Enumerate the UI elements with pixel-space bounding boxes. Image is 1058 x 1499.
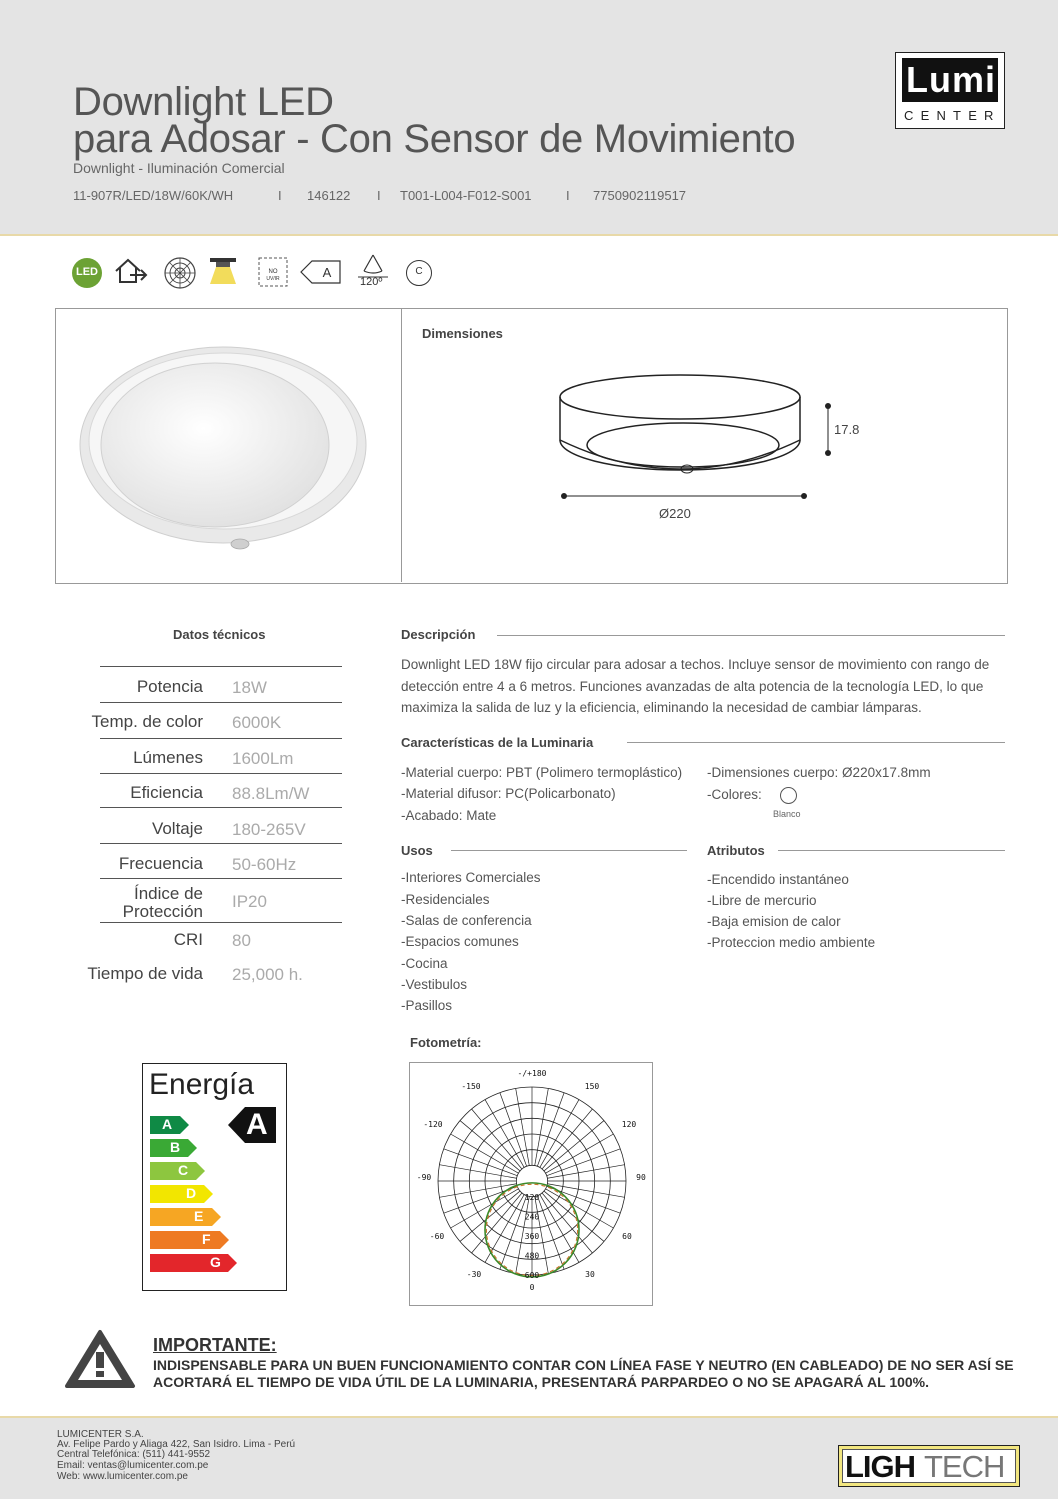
color-swatch-white bbox=[780, 787, 797, 804]
beam-angle-label: 120º bbox=[360, 276, 383, 288]
polar-grid-spoke bbox=[460, 1121, 520, 1171]
led-icon: LED bbox=[72, 258, 102, 288]
lightech-logo bbox=[838, 1445, 1020, 1487]
polar-grid-spoke bbox=[460, 1191, 520, 1241]
energy-class-label: F bbox=[202, 1231, 211, 1247]
usos-item: -Cocina bbox=[401, 956, 448, 971]
svg-text:A: A bbox=[322, 265, 332, 280]
ceiling-mount-icon bbox=[208, 256, 238, 286]
spec-row-divider bbox=[100, 702, 342, 703]
footer-web: Web: www.lumicenter.com.pe bbox=[57, 1471, 188, 1482]
polar-angle-label: 150 bbox=[584, 1082, 600, 1091]
energy-title: Energía bbox=[149, 1068, 255, 1101]
energy-class-label: G bbox=[210, 1254, 221, 1270]
description-heading: Descripción bbox=[401, 627, 476, 642]
spec-row-divider bbox=[100, 878, 342, 879]
spec-label: Potencia bbox=[136, 677, 203, 696]
spec-label: CRI bbox=[173, 930, 203, 949]
lightech-logo-part2: TECH bbox=[924, 1449, 1005, 1484]
separator: I bbox=[377, 188, 381, 203]
spec-value: 6000K bbox=[232, 713, 282, 732]
heading-rule bbox=[451, 850, 687, 851]
spec-label: Temp. de color bbox=[91, 712, 203, 731]
spec-value: 25,000 h. bbox=[232, 965, 303, 984]
polar-angle-label: 90 bbox=[636, 1173, 646, 1182]
polar-angle-label: 0 bbox=[529, 1283, 535, 1292]
feature-item: -Material difusor: PC(Policarbonato) bbox=[401, 786, 616, 801]
usos-item: -Pasillos bbox=[401, 998, 453, 1013]
indoor-house-icon bbox=[112, 255, 148, 287]
warning-icon bbox=[64, 1328, 136, 1390]
color-swatch-label: Blanco bbox=[773, 809, 801, 819]
usos-item: -Vestibulos bbox=[401, 977, 468, 992]
product-code: 11-907R/LED/18W/60K/WH bbox=[73, 188, 234, 203]
no-uv-ir-icon bbox=[258, 257, 288, 287]
logo-top-text: Lumi bbox=[906, 59, 996, 100]
energy-rating: A bbox=[246, 1108, 268, 1141]
warning-text-line1: INDISPENSABLE PARA UN BUEN FUNCIONAMIENTO CONTAR CON LÍNEA FASE Y NEUTRO (EN CABLEADO) DE NO SER ASÍ SE bbox=[153, 1357, 1014, 1373]
spec-row-divider bbox=[100, 773, 342, 774]
polar-radial-label: 600 bbox=[524, 1271, 540, 1280]
features-heading: Características de la Luminaria bbox=[401, 735, 594, 750]
heading-rule bbox=[778, 850, 1005, 851]
energy-class-bar bbox=[150, 1184, 214, 1204]
energy-class-bar bbox=[150, 1253, 238, 1273]
atributos-item: -Encendido instantáneo bbox=[707, 872, 849, 887]
energy-class-label: D bbox=[186, 1185, 197, 1201]
polar-angle-label: -120 bbox=[423, 1120, 443, 1129]
polar-grid-spoke bbox=[542, 1193, 592, 1253]
atributos-item: -Baja emision de calor bbox=[707, 914, 841, 929]
photometric-polar-diagram bbox=[409, 1062, 651, 1304]
polar-grid-spoke bbox=[544, 1191, 604, 1241]
spec-row-divider bbox=[100, 738, 342, 739]
polar-angle-label: -/+180 bbox=[517, 1069, 547, 1078]
polar-grid-ring bbox=[516, 1165, 547, 1196]
dimensions-heading: Dimensiones bbox=[422, 326, 503, 341]
separator: I bbox=[566, 188, 570, 203]
spec-value: 50-60Hz bbox=[232, 855, 297, 874]
product-subtitle: Downlight - Iluminación Comercial bbox=[73, 160, 285, 176]
panel-divider bbox=[401, 309, 402, 582]
heading-rule bbox=[627, 742, 1005, 743]
spec-row-divider bbox=[100, 807, 342, 808]
spec-row-divider bbox=[100, 843, 342, 844]
description-line: detección entre 4 a 6 metros. Funciones avanzadas de alta potencia de la tecnología LED, lo que bbox=[401, 679, 984, 694]
polar-radial-label: 480 bbox=[524, 1251, 540, 1261]
photometry-heading: Fotometría: bbox=[410, 1035, 482, 1050]
motion-sensor-icon bbox=[163, 256, 197, 290]
diameter-dimension: Ø220 bbox=[659, 506, 691, 521]
dimension-drawing bbox=[550, 370, 850, 505]
product-sku: 146122 bbox=[307, 188, 351, 203]
usos-item: -Interiores Comerciales bbox=[401, 870, 541, 885]
polar-angle-label: 120 bbox=[621, 1120, 637, 1129]
spec-row-divider bbox=[100, 922, 342, 923]
class-c-icon: C bbox=[406, 260, 432, 286]
product-title-line2: para Adosar - Con Sensor de Movimiento bbox=[73, 117, 796, 161]
usos-item: -Espacios comunes bbox=[401, 934, 519, 949]
polar-angle-label: 60 bbox=[622, 1232, 632, 1241]
spec-value: 80 bbox=[232, 931, 251, 950]
product-reference: T001-L004-F012-S001 bbox=[400, 188, 532, 203]
polar-angle-label: 30 bbox=[585, 1270, 595, 1279]
warning-title: IMPORTANTE: bbox=[153, 1335, 277, 1355]
energy-class-label: B bbox=[170, 1139, 181, 1155]
specs-heading: Datos técnicos bbox=[173, 627, 266, 642]
energy-class-label: C bbox=[178, 1162, 189, 1178]
spec-row-divider bbox=[100, 666, 342, 667]
polar-grid-spoke bbox=[544, 1121, 604, 1171]
atributos-item: -Proteccion medio ambiente bbox=[707, 935, 876, 950]
height-dimension: 17.8 bbox=[834, 422, 860, 437]
polar-radial-label: 120 bbox=[524, 1193, 540, 1202]
separator: I bbox=[278, 188, 282, 203]
spec-label: Frecuencia bbox=[118, 854, 203, 873]
feature-item: -Colores: bbox=[707, 787, 762, 802]
description-line: Downlight LED 18W fijo circular para adosar a techos. Incluye sensor de movimiento con rango de bbox=[401, 657, 990, 672]
footer-address: Av. Felipe Pardo y Aliaga 422, San Isidro. Lima - Perú bbox=[57, 1439, 296, 1450]
spec-label: Eficiencia bbox=[130, 783, 203, 802]
energy-class-label: E bbox=[194, 1208, 204, 1224]
energy-class-a-icon bbox=[300, 259, 342, 285]
spec-value: 180-265V bbox=[232, 820, 306, 839]
feature-item: -Material cuerpo: PBT (Polimero termoplástico) bbox=[401, 765, 683, 780]
spec-value: 88.8Lm/W bbox=[232, 784, 310, 803]
lightech-logo-part1: LIGH bbox=[845, 1449, 916, 1484]
spec-label: Índice de Protección bbox=[122, 884, 203, 921]
polar-grid-spoke bbox=[472, 1193, 522, 1253]
energy-class-label: A bbox=[162, 1116, 173, 1132]
description-line: maximiza la salida de luz y la eficiencia, eliminando la necesidad de cambiar lámparas. bbox=[401, 700, 922, 715]
polar-angle-label: -90 bbox=[416, 1173, 432, 1182]
spec-label: Lúmenes bbox=[133, 748, 203, 767]
logo-bottom-text: CENTER bbox=[904, 108, 1001, 123]
spec-value: 18W bbox=[232, 678, 267, 697]
usos-item: -Salas de conferencia bbox=[401, 913, 532, 928]
feature-item: -Acabado: Mate bbox=[401, 808, 497, 823]
usos-item: -Residenciales bbox=[401, 892, 490, 907]
polar-angle-label: -30 bbox=[466, 1270, 482, 1279]
product-barcode: 7750902119517 bbox=[593, 188, 687, 203]
polar-angle-label: -150 bbox=[461, 1082, 481, 1091]
usos-heading: Usos bbox=[401, 843, 433, 858]
footer-phone: Central Telefónica: (511) 441-9552 bbox=[57, 1449, 211, 1460]
product-photo bbox=[75, 345, 375, 560]
lumicenter-logo bbox=[895, 52, 1005, 129]
spec-label: Tiempo de vida bbox=[87, 964, 203, 983]
atributos-item: -Libre de mercurio bbox=[707, 893, 817, 908]
heading-rule bbox=[497, 635, 1005, 636]
spec-value: IP20 bbox=[232, 892, 267, 911]
polar-angle-label: -60 bbox=[429, 1232, 445, 1241]
feature-item: -Dimensiones cuerpo: Ø220x17.8mm bbox=[707, 765, 931, 780]
spec-value: 1600Lm bbox=[232, 749, 294, 768]
warning-text-line2: ACORTARÁ EL TIEMPO DE VIDA ÚTIL DE LA LUMINARIA, PRESENTARÁ PARPARDEO O NO SE APAGARÁ AL 100%. bbox=[153, 1374, 930, 1390]
energy-class-bar bbox=[150, 1230, 230, 1250]
footer-email: Email: ventas@lumicenter.com.pe bbox=[57, 1460, 209, 1471]
polar-radial-label: 240 bbox=[524, 1212, 540, 1222]
energy-class-bar bbox=[150, 1207, 222, 1227]
product-title-line1: Downlight LED bbox=[73, 80, 334, 124]
polar-grid-spoke bbox=[472, 1109, 522, 1169]
svg-text:UV/IR: UV/IR bbox=[266, 276, 280, 282]
polar-radial-label: 360 bbox=[524, 1232, 540, 1241]
spec-label: Voltaje bbox=[151, 819, 203, 838]
svg-text:NO: NO bbox=[268, 269, 278, 275]
footer-company: LUMICENTER S.A. bbox=[57, 1429, 144, 1440]
atributos-heading: Atributos bbox=[707, 843, 765, 858]
polar-grid-spoke bbox=[542, 1109, 592, 1169]
